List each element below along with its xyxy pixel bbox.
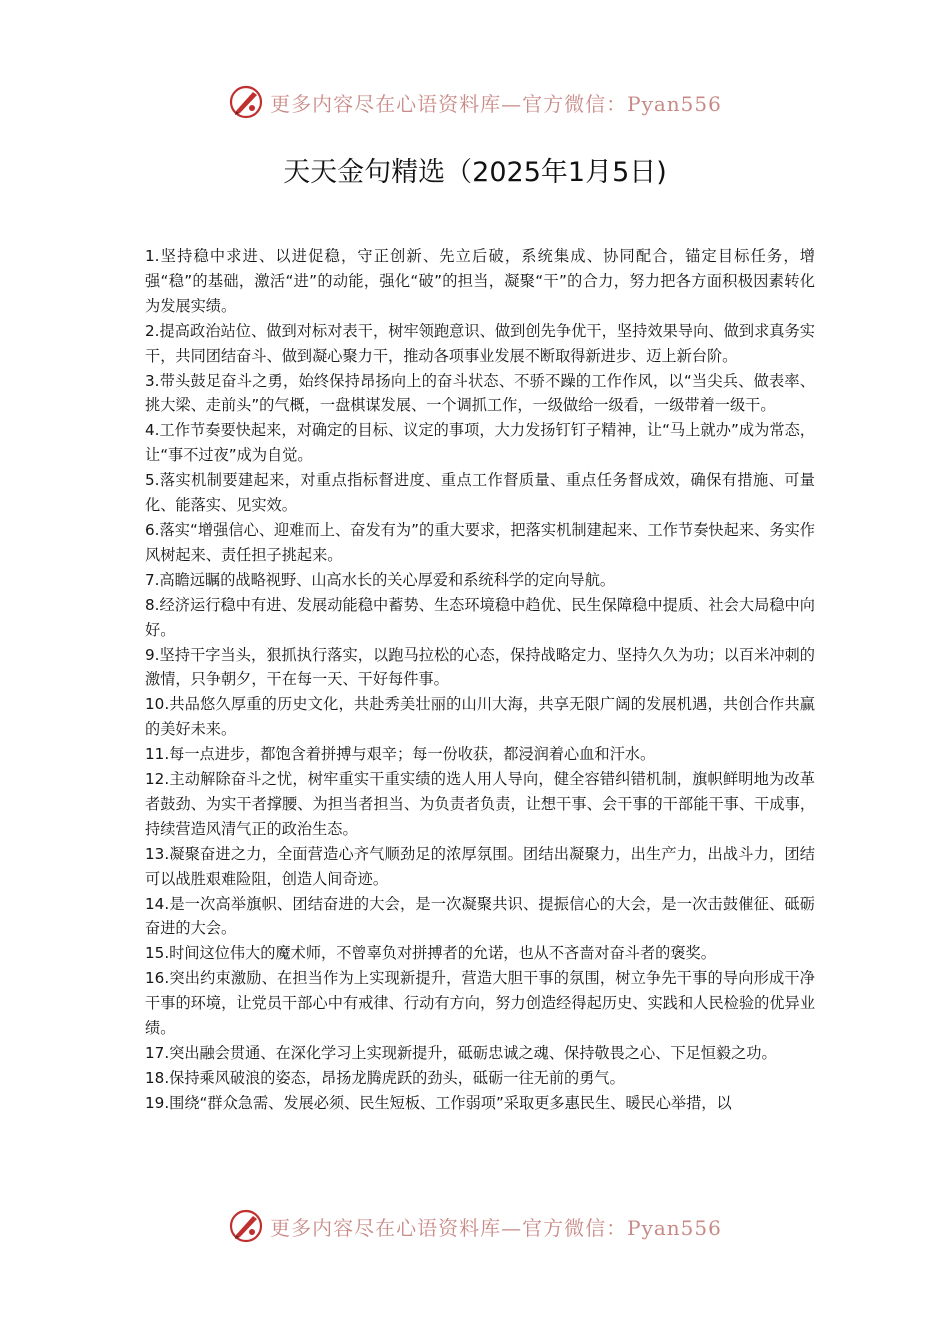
list-item: 1.坚持稳中求进、以进促稳，守正创新、先立后破，系统集成、协同配合，锚定目标任务，增强“稳”的基础，激活“进”的动能，强化“破”的担当，凝聚“干”的合力，努力把各方面积极因素转化为发展实绩。: [145, 247, 815, 315]
pen-logo-icon: [228, 84, 264, 120]
list-item: 3.带头鼓足奋斗之勇，始终保持昂扬向上的奋斗状态、不骄不躁的工作作风，以“当尖兵、做表率、挑大梁、走前头”的气概，一盘棋谋发展、一个调抓工作，一级做给一级看，一级带着一级干。: [145, 371, 815, 415]
watermark-text: 更多内容尽在心语资料库—官方微信：Pyan556: [270, 1215, 722, 1240]
pen-logo-icon: [228, 1208, 264, 1244]
list-item: 12.主动解除奋斗之忧，树牢重实干重实绩的选人用人导向，健全容错纠错机制，旗帜鲜明地为改革者鼓劲、为实干者撑腰、为担当者担当、为负责者负责，让想干事、会干事的干部能干事、干成事，持续营造风清气正的政治生态。: [145, 770, 815, 838]
list-item: 13.凝聚奋进之力，全面营造心齐气顺劲足的浓厚氛围。团结出凝聚力，出生产力，出战斗力，团结可以战胜艰难险阻，创造人间奇迹。: [145, 844, 815, 888]
list-item: 5.落实机制要建起来，对重点指标督进度、重点工作督质量、重点任务督成效，确保有措施、可量化、能落实、见实效。: [145, 471, 815, 515]
list-item: 8.经济运行稳中有进、发展动能稳中蓄势、生态环境稳中趋优、民生保障稳中提质、社会大局稳中向好。: [145, 595, 815, 639]
list-item: 17.突出融会贯通、在深化学习上实现新提升，砥砺忠诚之魂、保持敬畏之心、下足恒毅之功。: [145, 1044, 777, 1062]
list-item: 11.每一点进步，都饱含着拼搏与艰辛；每一份收获，都浸润着心血和汗水。: [145, 745, 656, 764]
list-item: 2.提高政治站位、做到对标对表干，树牢领跑意识、做到创先争优干，坚持效果导向、做到求真务实干，共同团结奋斗、做到凝心聚力干，推动各项事业发展不断取得新进步、迈上新台阶。: [145, 321, 815, 365]
list-item: 4.工作节奏要快起来，对确定的目标、议定的事项，大力发扬钉钉子精神，让“马上就办”成为常态，让“事不过夜”成为自觉。: [145, 421, 815, 465]
list-item: 9.坚持干字当头，狠抓执行落实，以跑马拉松的心态，保持战略定力、坚持久久为功；以百米冲刺的激情，只争朝夕，干在每一天、干好每件事。: [145, 645, 815, 689]
list-item: 10.共品悠久厚重的历史文化，共赴秀美壮丽的山川大海，共享无限广阔的发展机遇，共创合作共赢的美好未来。: [145, 695, 815, 739]
list-item: 7.高瞻远瞩的战略视野、山高水长的关心厚爱和系统科学的定向导航。: [145, 570, 616, 589]
list-item: 14.是一次高举旗帜、团结奋进的大会，是一次凝聚共识、提振信心的大会，是一次击鼓催征、砥砺奋进的大会。: [145, 894, 815, 938]
header-watermark: [0, 84, 950, 120]
list-item: 16.突出约束激励、在担当作为上实现新提升，营造大胆干事的氛围，树立争先干事的导向形成干净干事的环境，让党员干部心中有戒律、行动有方向，努力创造经得起历史、实践和人民检验的优异业绩。: [145, 969, 815, 1038]
list-item: 6.落实“增强信心、迎难而上、奋发有为”的重大要求，把落实机制建起来、工作节奏快起来、务实作风树起来、责任担子挑起来。: [145, 520, 815, 564]
footer-watermark: [0, 1208, 950, 1244]
watermark-text: 更多内容尽在心语资料库—官方微信：Pyan556: [270, 91, 722, 116]
quote-list: [145, 244, 815, 1116]
page-title: 天天金句精选（2025年1月5日): [283, 157, 667, 188]
list-item: 15.时间这位伟大的魔术师，不曾辜负对拼搏者的允诺，也从不吝啬对奋斗者的褒奖。: [145, 944, 716, 963]
list-item: 18.保持乘风破浪的姿态，昂扬龙腾虎跃的劲头，砥砺一往无前的勇气。: [145, 1068, 625, 1087]
list-item: 19.围绕“群众急需、发展必须、民生短板、工作弱项”采取更多惠民生、暖民心举措，以: [145, 1093, 732, 1112]
